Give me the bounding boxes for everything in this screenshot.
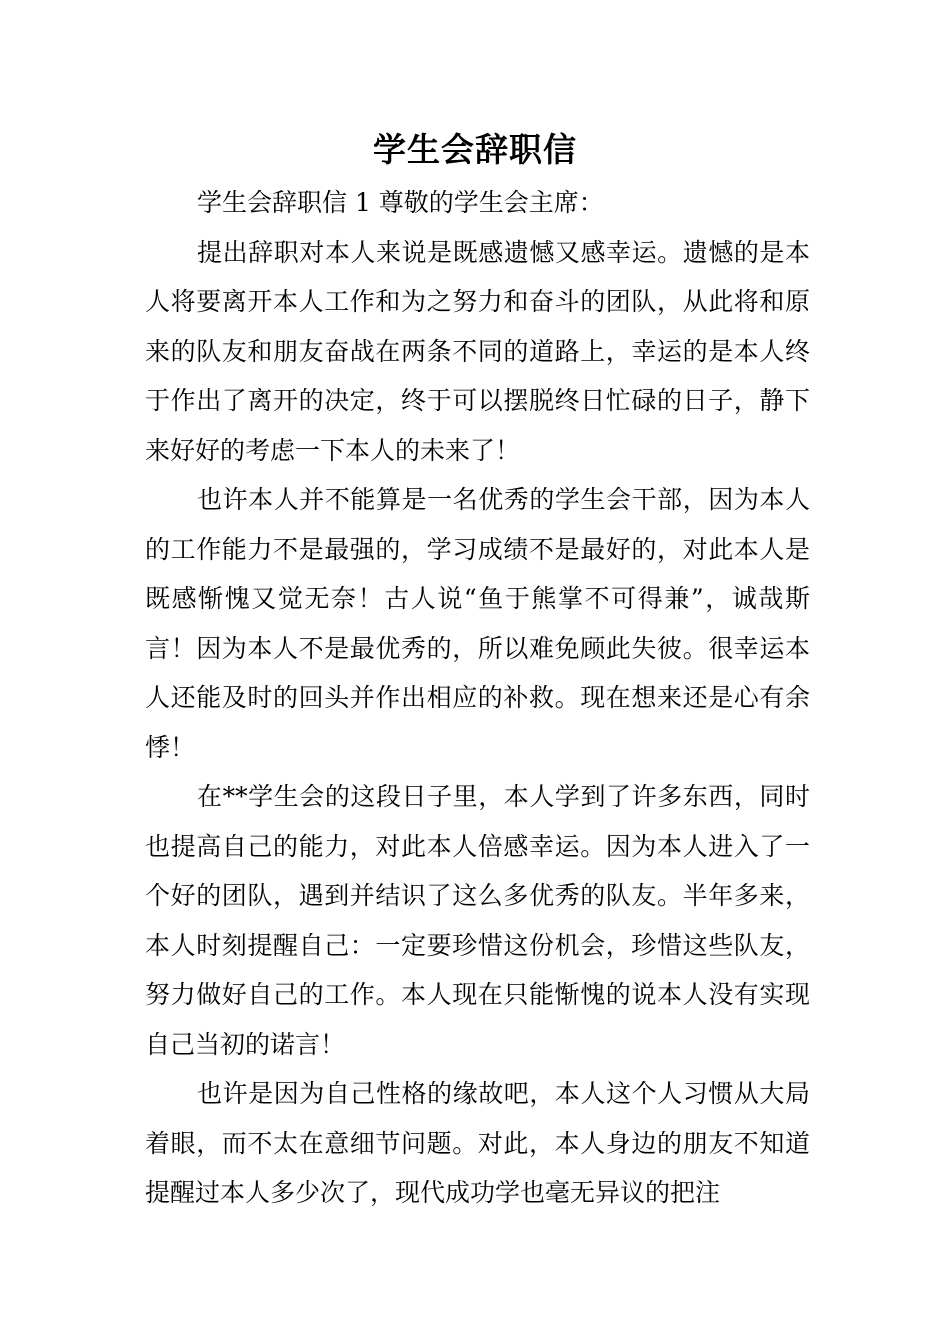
paragraph-salutation: 学生会辞职信 1 尊敬的学生会主席： xyxy=(197,188,604,217)
paragraph: 在**学生会的这段日子里，本人学到了许多东西，同时也提高自己的能力，对此本人倍感幸运。因为本人进入了一个好的团队，遇到并结识了这么多优秀的队友。半年多来，本人时刻提醒自己：一定要珍惜这份机会，珍惜这些队友，努力做好自己的工作。本人现在只能惭愧的说本人没有实现自己当初的诺言！ xyxy=(145,782,810,1059)
paragraph: 也许是因为自己性格的缘故吧，本人这个人习惯从大局着眼，而不太在意细节问题。对此，本人身边的朋友不知道提醒过本人多少次了，现代成功学也毫无异议的把注 xyxy=(145,1079,810,1207)
paragraph: 也许本人并不能算是一名优秀的学生会干部，因为本人的工作能力不是最强的，学习成绩不是最好的，对此本人是既感惭愧又觉无奈！古人说“鱼于熊掌不可得兼”，诚哉斯言！因为本人不是最优秀的，所以难免顾此失彼。很幸运本人还能及时的回头并作出相应的补救。现在想来还是心有余悸！ xyxy=(145,485,810,762)
document-title: 学生会辞职信 xyxy=(373,130,577,169)
paragraph: 提出辞职对本人来说是既感遗憾又感幸运。遗憾的是本人将要离开本人工作和为之努力和奋斗的团队，从此将和原来的队友和朋友奋战在两条不同的道路上，幸运的是本人终于作出了离开的决定，终于可以摆脱终日忙碌的日子，静下来好好的考虑一下本人的未来了！ xyxy=(145,237,810,465)
document-body xyxy=(145,178,810,1218)
